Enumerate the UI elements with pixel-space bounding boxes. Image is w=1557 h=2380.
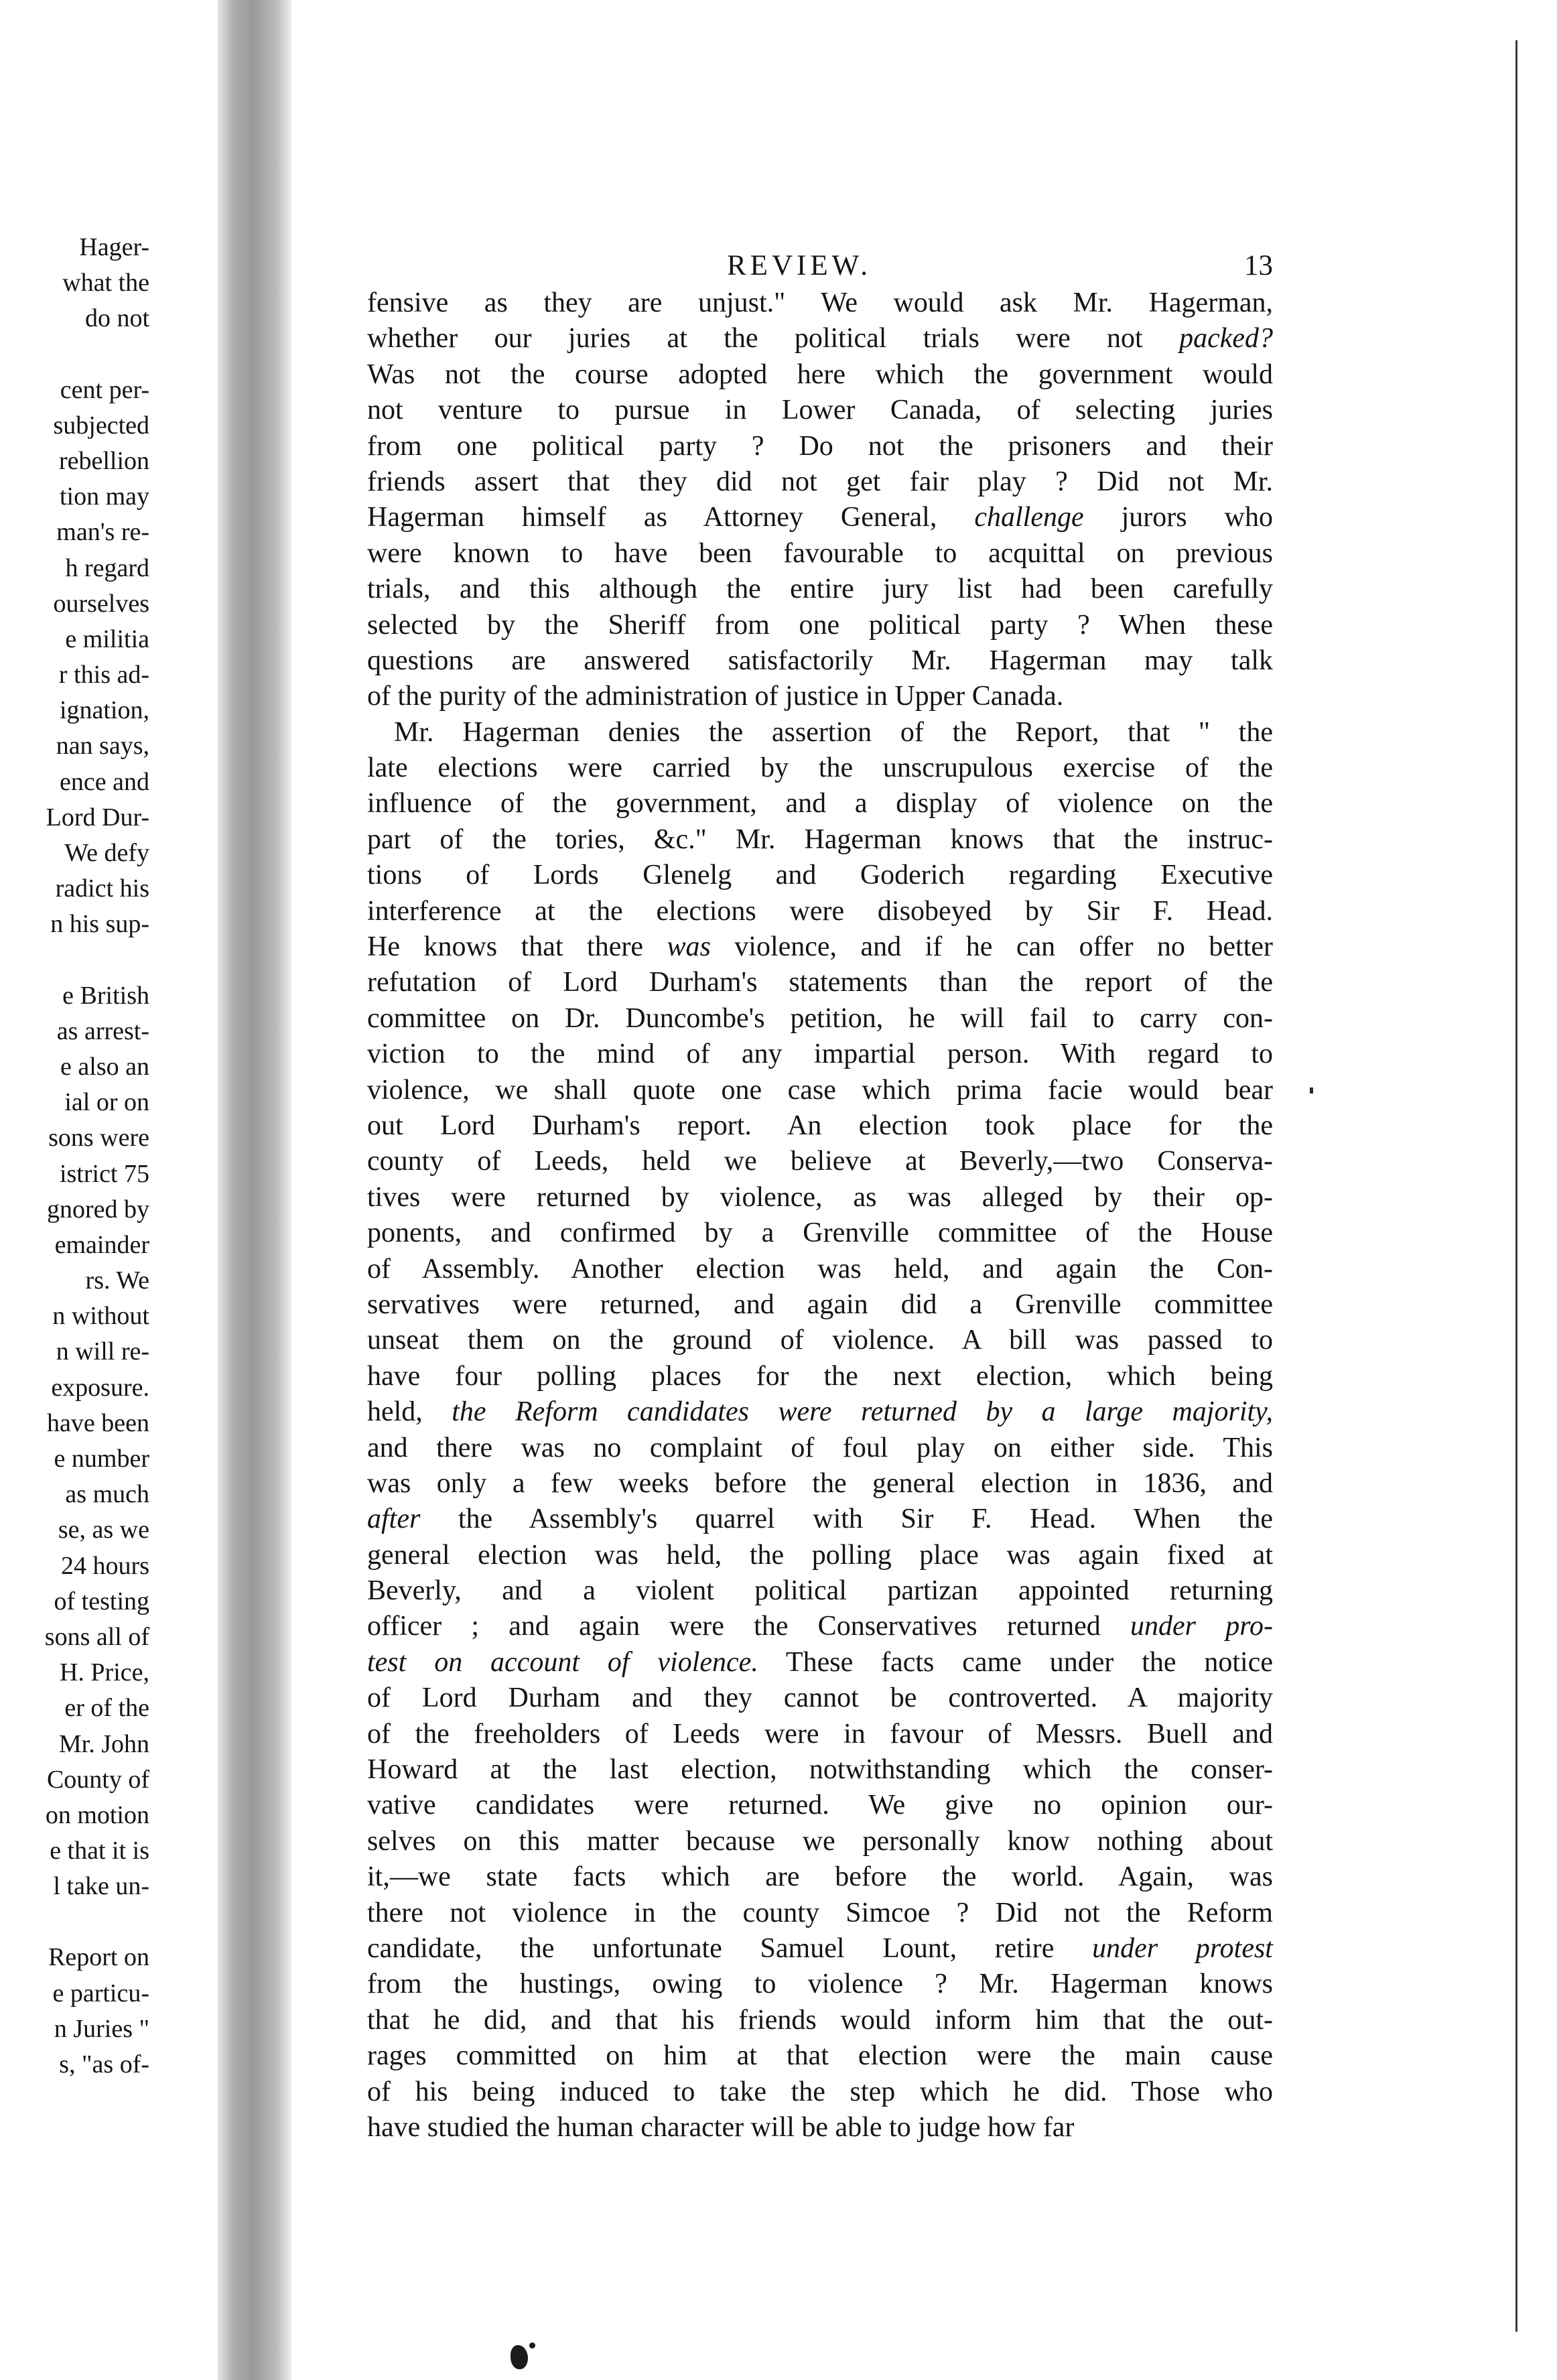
italic-emphasis: the Reform candidates were returned by a large majority, [452,1396,1273,1428]
facing-page-line: do not [84,304,149,333]
body-line: friends assert that they did not get fair play ? Did not Mr. [367,466,1273,497]
body-line: selected by the Sheriff from one political party ? When these [367,609,1273,641]
facing-page-line: rs. We [85,1266,149,1295]
facing-page-line: sons were [48,1124,149,1152]
italic-emphasis: was [667,931,711,963]
body-line: of Assembly. Another election was held, and again the Con- [367,1253,1273,1284]
body-line: selves on this matter because we personally know nothing about [367,1825,1273,1857]
body-line: He knows that there was violence, and if he can offer no better [367,931,1273,963]
italic-emphasis: challenge [974,502,1084,533]
facing-page-line: r this ad- [58,661,149,689]
body-line: interference at the elections were disobeyed by Sir F. Head. [367,895,1273,927]
facing-page-line: h regard [65,553,149,582]
facing-page-line: radict his [55,874,149,903]
facing-page-line: emainder [54,1230,149,1259]
body-line: from one political party ? Do not the prisoners and their [367,430,1273,462]
facing-page-line: s, "as of- [59,2050,149,2078]
facing-page-line: e militia [65,624,149,653]
ink-blot [511,2345,528,2369]
body-line: unseat them on the ground of violence. A bill was passed to [367,1325,1273,1356]
body-line: late elections were carried by the unscrupulous exercise of the [367,752,1273,784]
facing-page-line: sons all of [44,1622,149,1651]
body-line: Beverly, and a violent political partizan appointed returning [367,1575,1273,1607]
facing-page-line: H. Price, [59,1658,149,1687]
italic-emphasis: under pro- [1130,1611,1274,1642]
ink-dot [529,2342,535,2349]
body-line: ponents, and confirmed by a Grenville committee of the House [367,1217,1273,1249]
facing-page-line: e that it is [50,1837,149,1865]
facing-page-line: as much [65,1480,149,1509]
body-line: that he did, and that his friends would inform him that the out- [367,2004,1273,2036]
facing-page-line: ignation, [59,696,149,725]
facing-page-line: ence and [60,767,149,796]
body-line: after the Assembly's quarrel with Sir F. Head. When the [367,1504,1273,1535]
facing-page-line: ourselves [53,589,149,618]
body-line: committee on Dr. Duncombe's petition, he will fail to carry con- [367,1002,1273,1034]
facing-page-fragment [0,0,218,2380]
body-text [367,285,1273,2145]
facing-page-line: l take un- [53,1872,149,1901]
body-line: viction to the mind of any impartial person. With regard to [367,1039,1273,1070]
facing-page-line: subjected [53,411,149,440]
body-line: there not violence in the county Simcoe ? Did not the Reform [367,1897,1273,1928]
facing-page-line: tion may [59,482,149,511]
facing-page-line: County of [46,1765,149,1794]
facing-page-line: se, as we [58,1516,149,1544]
body-line: of Lord Durham and they cannot be controverted. A majority [367,1682,1273,1714]
body-line: tions of Lords Glenelg and Goderich regarding Executive [367,860,1273,891]
facing-page-line: as arrest- [56,1016,149,1045]
italic-emphasis: test on account of violence. [367,1646,758,1678]
facing-page-line: of testing [54,1587,149,1615]
facing-page-line: man's re- [56,518,149,547]
facing-page-line: We defy [64,839,149,867]
body-line: questions are answered satisfactorily Mr. Hagerman may talk [367,645,1273,676]
facing-page-line: e particu- [52,1979,149,2007]
facing-page-line: on motion [45,1800,149,1829]
facing-page-line: Hager- [79,233,149,261]
body-line: Was not the course adopted here which the government would [367,358,1273,390]
facing-page-line: e also an [60,1052,149,1081]
body-line: violence, we shall quote one case which prima facie would bear [367,1074,1273,1106]
margin-mark [1310,1087,1313,1094]
facing-page-line: gnored by [46,1195,149,1224]
book-gutter [218,0,291,2380]
facing-page-line: Report on [48,1943,149,1972]
body-line: part of the tories, &c." Mr. Hagerman knows that the instruc- [367,823,1273,855]
facing-page-line: cent per- [60,375,149,404]
facing-page-line: e number [54,1445,149,1473]
facing-page-line: n Juries " [54,2014,149,2043]
body-line: refutation of Lord Durham's statements than the report of the [367,967,1273,998]
facing-page-line: have been [47,1408,149,1437]
body-line: fensive as they are unjust." We would ask Mr. Hagerman, [367,287,1273,318]
body-line: trials, and this although the entire jury list had been carefully [367,574,1273,605]
body-line: general election was held, the polling place was again fixed at [367,1539,1273,1571]
facing-page-line: e British [62,981,149,1010]
body-line: Howard at the last election, notwithstanding which the conser- [367,1754,1273,1786]
page-number: 13 [1244,250,1273,281]
facing-page-line: Mr. John [58,1729,149,1758]
body-line: and there was no complaint of foul play on either side. This [367,1432,1273,1463]
facing-page-line: what the [62,269,149,298]
body-line: test on account of violence. These facts came under the notice [367,1646,1273,1678]
body-line: of his being induced to take the step which he did. Those who [367,2076,1273,2107]
body-line: Hagerman himself as Attorney General, challenge jurors who [367,502,1273,533]
body-line: of the freeholders of Leeds were in favour of Messrs. Buell and [367,1718,1273,1749]
body-line: it,—we state facts which are before the world. Again, was [367,1861,1273,1893]
facing-page-line: exposure. [51,1373,149,1402]
body-line: Mr. Hagerman denies the assertion of the Report, that " the [394,716,1273,748]
body-line: was only a few weeks before the general election in 1836, and [367,1467,1273,1499]
italic-emphasis: after [367,1504,421,1535]
body-line: whether our juries at the political trials were not packed? [367,323,1273,354]
body-line: rages committed on him at that election were the main cause [367,2040,1273,2072]
running-head: REVIEW. [727,250,872,281]
page-edge [1515,40,1517,2332]
facing-page-line: n his sup- [50,910,149,939]
body-line: not venture to pursue in Lower Canada, of selecting juries [367,395,1273,426]
body-line: from the hustings, owing to violence ? Mr. Hagerman knows [367,1969,1273,2000]
facing-page-line: 24 hours [61,1551,149,1580]
body-line: held, the Reform candidates were returned by a large majority, [367,1396,1273,1428]
italic-emphasis: packed? [1179,323,1273,354]
body-line: have studied the human character will be able to judge how far [367,2111,1075,2143]
facing-page-line: istrict 75 [59,1159,149,1188]
body-line: were known to have been favourable to acquittal on previous [367,537,1273,569]
facing-page-line: Lord Dur- [46,803,149,832]
body-line: of the purity of the administration of justice in Upper Canada. [367,681,1064,712]
facing-page-line: nan says, [56,732,149,761]
facing-page-line: ial or on [64,1088,149,1117]
facing-page-line: er of the [64,1694,149,1723]
facing-page-line: rebellion [58,446,149,475]
body-line: tives were returned by violence, as was alleged by their op- [367,1181,1273,1213]
body-line: vative candidates were returned. We give no opinion our- [367,1790,1273,1821]
body-line: county of Leeds, held we believe at Beverly,—two Conserva- [367,1146,1273,1177]
body-line: servatives were returned, and again did a Grenville committee [367,1288,1273,1320]
body-line: candidate, the unfortunate Samuel Lount, retire under protest [367,1932,1273,1964]
body-line: out Lord Durham's report. An election took place for the [367,1110,1273,1141]
italic-emphasis: under protest [1092,1932,1273,1964]
body-line: have four polling places for the next election, which being [367,1360,1273,1392]
facing-page-line: n without [52,1302,149,1331]
body-line: officer ; and again were the Conservatives returned under pro- [367,1611,1274,1642]
facing-page-line: n will re- [56,1337,149,1366]
facing-page-text [0,230,149,2082]
body-line: influence of the government, and a display of violence on the [367,788,1273,819]
